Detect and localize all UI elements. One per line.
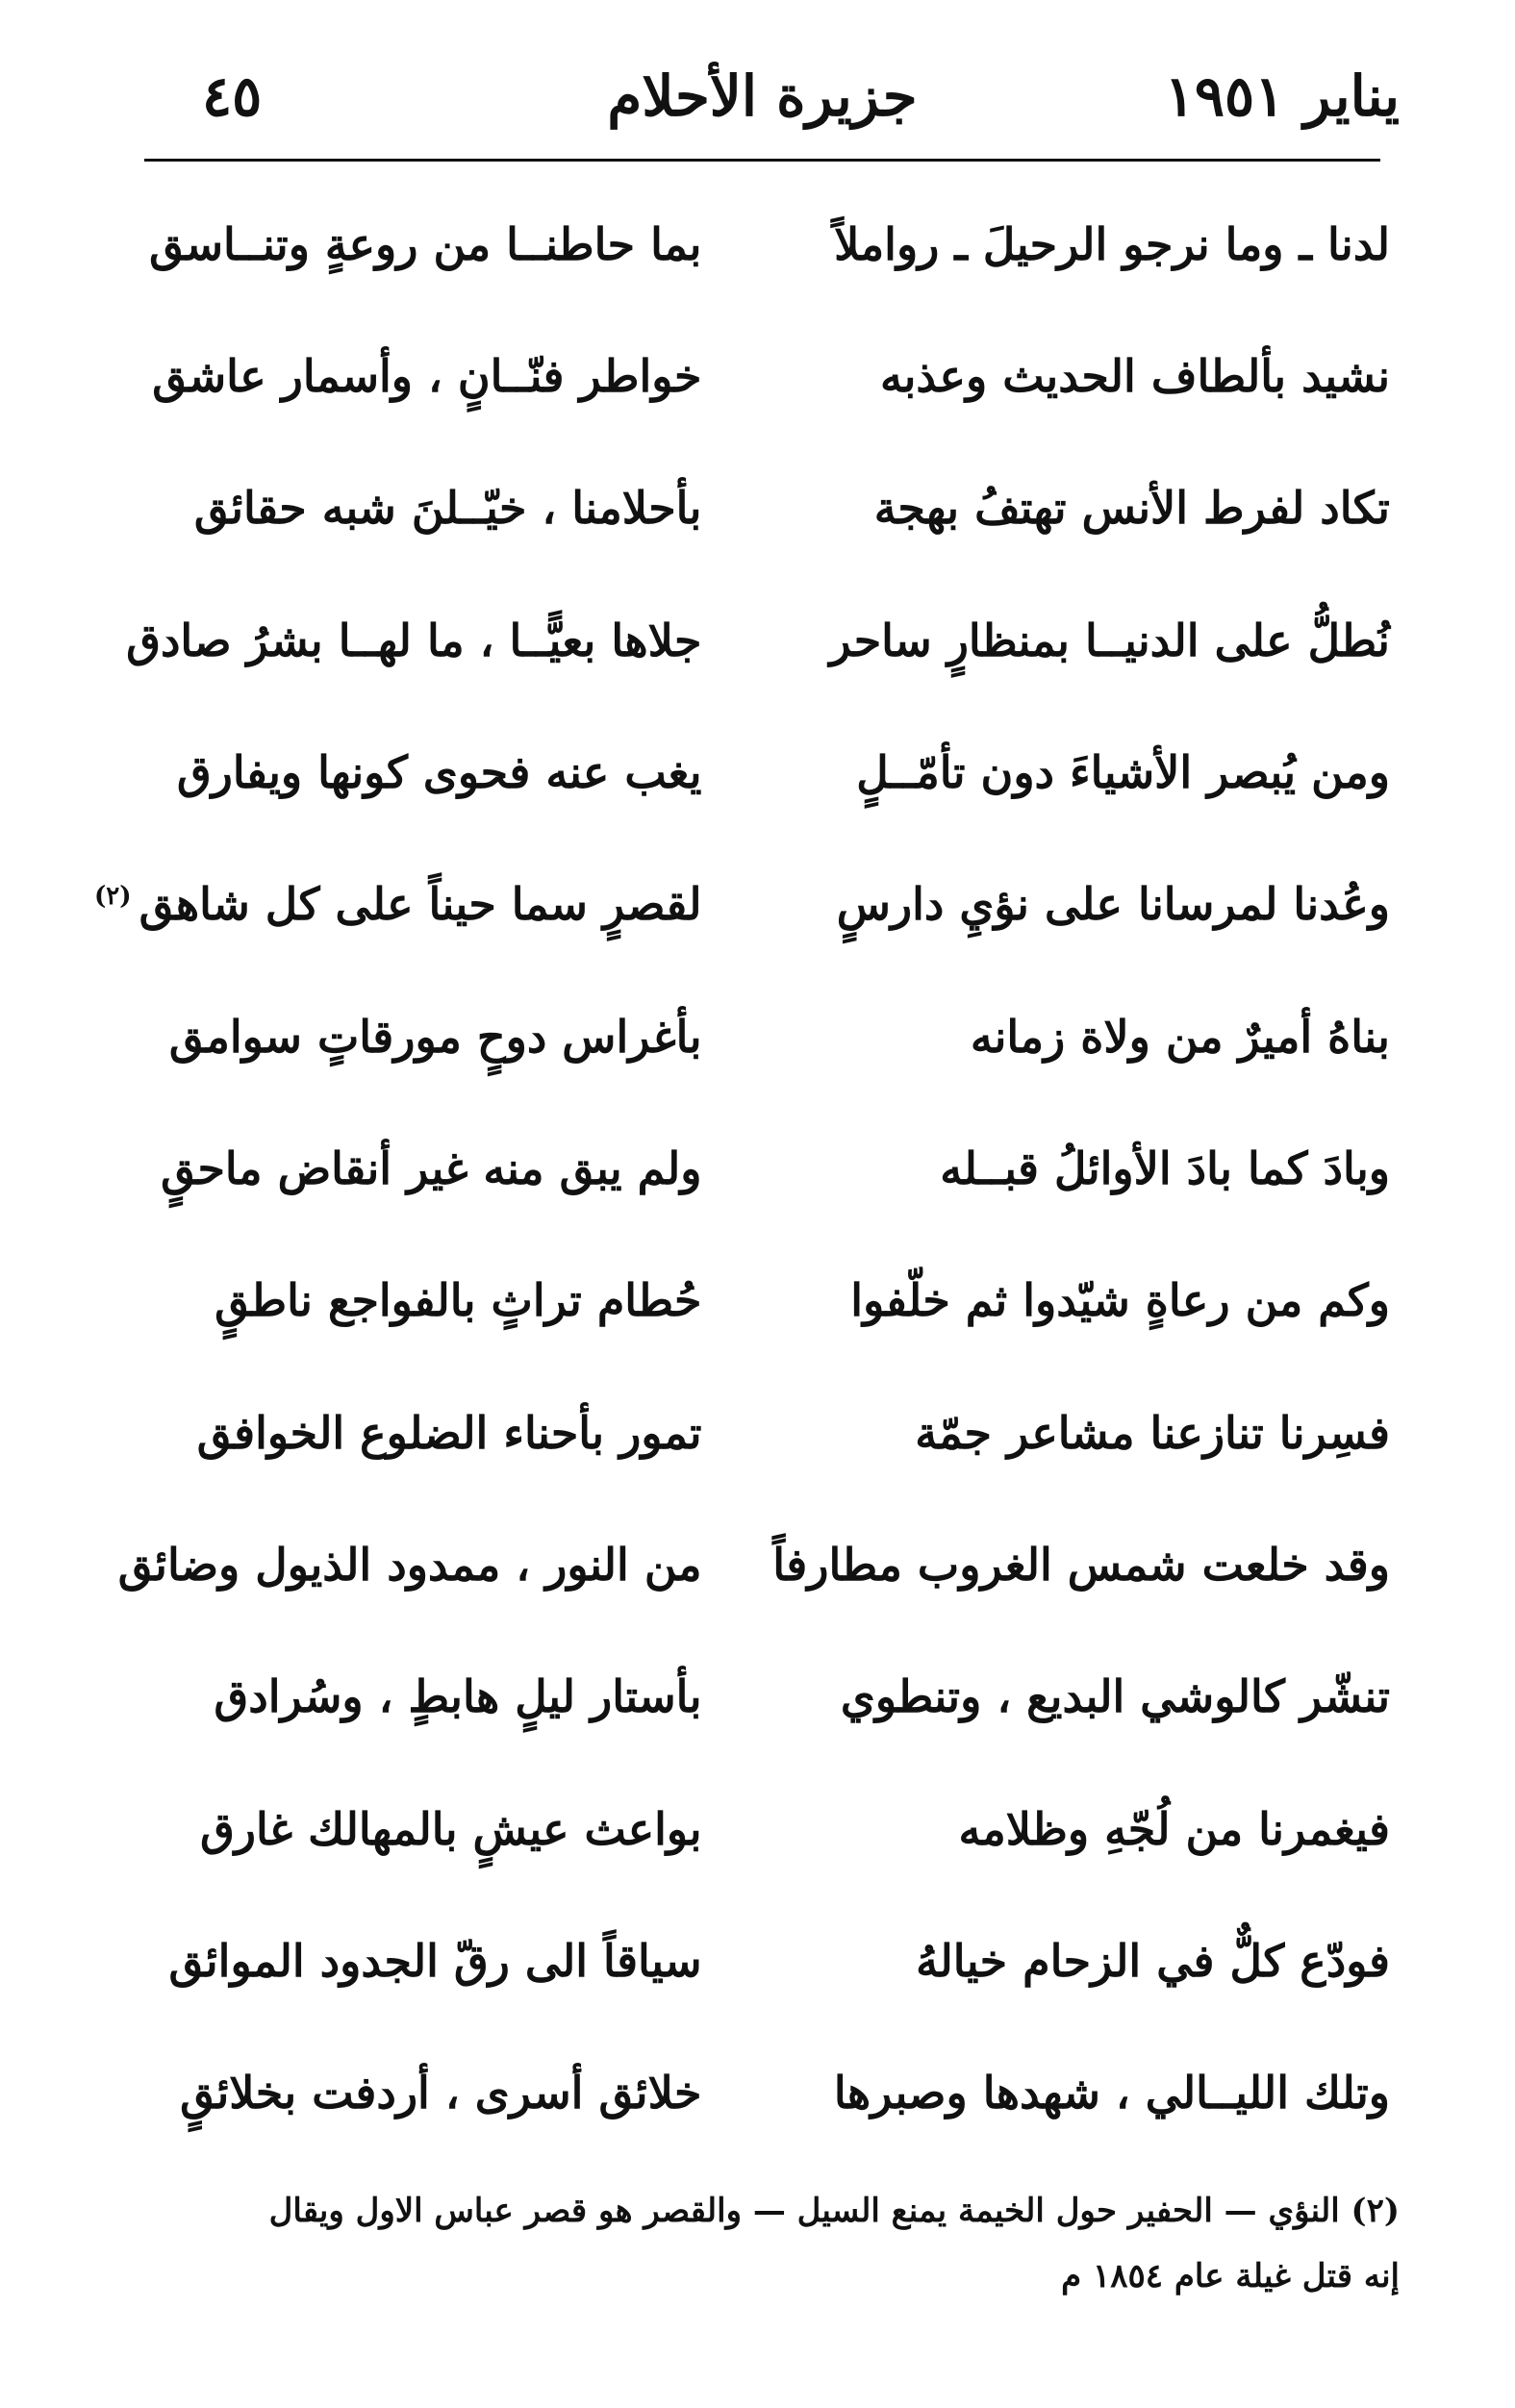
second-hemistich: [115, 218, 702, 270]
first-hemistich: نشيد بألطاف الحديث وعذبه: [879, 349, 1390, 402]
verse-line: [115, 310, 1390, 441]
verse-line: [115, 1498, 1390, 1630]
header-date: يناير ١٩٥١: [1164, 63, 1400, 129]
first-hemistich: وقد خلعت شمس الغروب مطارفاً: [772, 1538, 1390, 1591]
second-hemistich: [115, 1670, 702, 1722]
verse-line: [115, 1894, 1390, 2026]
verse-line: [115, 1367, 1390, 1498]
footnote-line: (٢) النؤي — الحفير حول الخيمة يمنع السيل — والقصر هو قصر عباس الاول ويقال: [268, 2192, 1400, 2230]
second-hemistich: [115, 1539, 702, 1591]
header-title: جزيرة الأحلام: [607, 63, 918, 129]
second-hemistich: [115, 1011, 702, 1063]
verse-line: [115, 1102, 1390, 1234]
verse-line: [115, 2027, 1390, 2159]
verse-line: [115, 442, 1390, 574]
verse-line: [115, 706, 1390, 838]
hemistich-text: ولم يبق منه غير أنقاض ماحقٍ: [161, 1141, 702, 1194]
first-hemistich: فيغمرنا من لُجّهِ وظلامه: [958, 1802, 1390, 1855]
first-hemistich: ومن يُبصر الأشياءَ دون تأمّــلٍ: [856, 745, 1390, 798]
hemistich-text: بواعث عيشٍ بالمهالك غارق: [200, 1802, 702, 1855]
second-hemistich: [115, 1407, 702, 1459]
verse-line: [115, 970, 1390, 1102]
hemistich-text: من النور ، ممدود الذيول وضائق: [117, 1538, 702, 1591]
page-header: [125, 53, 1400, 139]
first-hemistich: نُطلُّ على الدنيــا بمنظارٍ ساحر: [829, 614, 1390, 666]
poem-body: [93, 178, 1390, 2159]
first-hemistich: تكاد لفرط الأنس تهتفُ بهجة: [873, 482, 1390, 535]
first-hemistich: وعُدنا لمرسانا على نؤيِ دارسٍ: [836, 878, 1390, 931]
second-hemistich: [115, 1803, 702, 1855]
first-hemistich: فسِرنا تنازعنا مشاعر جمّة: [915, 1406, 1390, 1459]
verse-line: [115, 1235, 1390, 1367]
verse-line: [115, 574, 1390, 706]
hemistich-text: لقصرٍ سما حيناً على كل شاهق: [139, 878, 702, 931]
first-hemistich: تنشّر كالوشي البديع ، وتنطوي: [840, 1670, 1390, 1723]
hemistich-text: بأغراس دوحٍ مورقاتٍ سوامق: [168, 1010, 702, 1063]
hemistich-text: سياقاً الى رقّ الجدود الموائق: [168, 1934, 702, 1987]
second-hemistich: [115, 1274, 702, 1326]
hemistich-text: تمور بأحناء الضلوع الخوافق: [196, 1406, 702, 1459]
footnote-marker: (٢): [93, 881, 132, 911]
second-hemistich: [115, 2067, 702, 2119]
first-hemistich: وكم من رعاةٍ شيّدوا ثم خلّفوا: [850, 1274, 1390, 1327]
header-rule: [144, 159, 1380, 162]
first-hemistich: فودّع كلٌّ في الزحام خيالهُ: [916, 1934, 1390, 1987]
second-hemistich: [115, 350, 702, 402]
hemistich-text: جلاها بعيًّــا ، ما لهــا بشرُ صادق: [126, 614, 702, 666]
first-hemistich: لدنا ـ وما نرجو الرحيلَ ـ رواملاً: [834, 217, 1390, 270]
hemistich-text: بأحلامنا ، خيّــلنَ شبه حقائق: [193, 482, 702, 535]
hemistich-text: حُطام تراثٍ بالفواجع ناطقٍ: [215, 1274, 702, 1327]
first-hemistich: وبادَ كما بادَ الأوائلُ قبــله: [940, 1141, 1390, 1194]
second-hemistich: [115, 746, 702, 798]
second-hemistich: [115, 1142, 702, 1194]
first-hemistich: بناهُ أميرٌ من ولاة زمانه: [970, 1010, 1390, 1063]
second-hemistich: [93, 878, 702, 931]
verse-line: [93, 839, 1390, 970]
hemistich-text: بأستار ليلٍ هابطٍ ، وسُرادق: [214, 1670, 702, 1723]
hemistich-text: بما حاطنــا من روعةٍ وتنــاسق: [149, 217, 702, 270]
footnote: [106, 2178, 1400, 2309]
verse-line: [115, 1631, 1390, 1763]
hemistich-text: خلائق أسرى ، أردفت بخلائقٍ: [180, 2067, 702, 2120]
hemistich-text: خواطر فنّــانٍ ، وأسمار عاشق: [152, 349, 702, 402]
second-hemistich: [115, 1935, 702, 1987]
hemistich-text: يغب عنه فحوى كونها ويفارق: [176, 745, 702, 798]
footnote-line: إنه قتل غيلة عام ١٨٥٤ م: [1061, 2257, 1400, 2295]
page-number: ٤٥: [202, 63, 263, 129]
second-hemistich: [115, 615, 702, 666]
second-hemistich: [115, 482, 702, 534]
verse-line: [115, 1763, 1390, 1894]
verse-line: [115, 178, 1390, 310]
first-hemistich: وتلك الليــالي ، شهدها وصبرها: [833, 2067, 1390, 2120]
